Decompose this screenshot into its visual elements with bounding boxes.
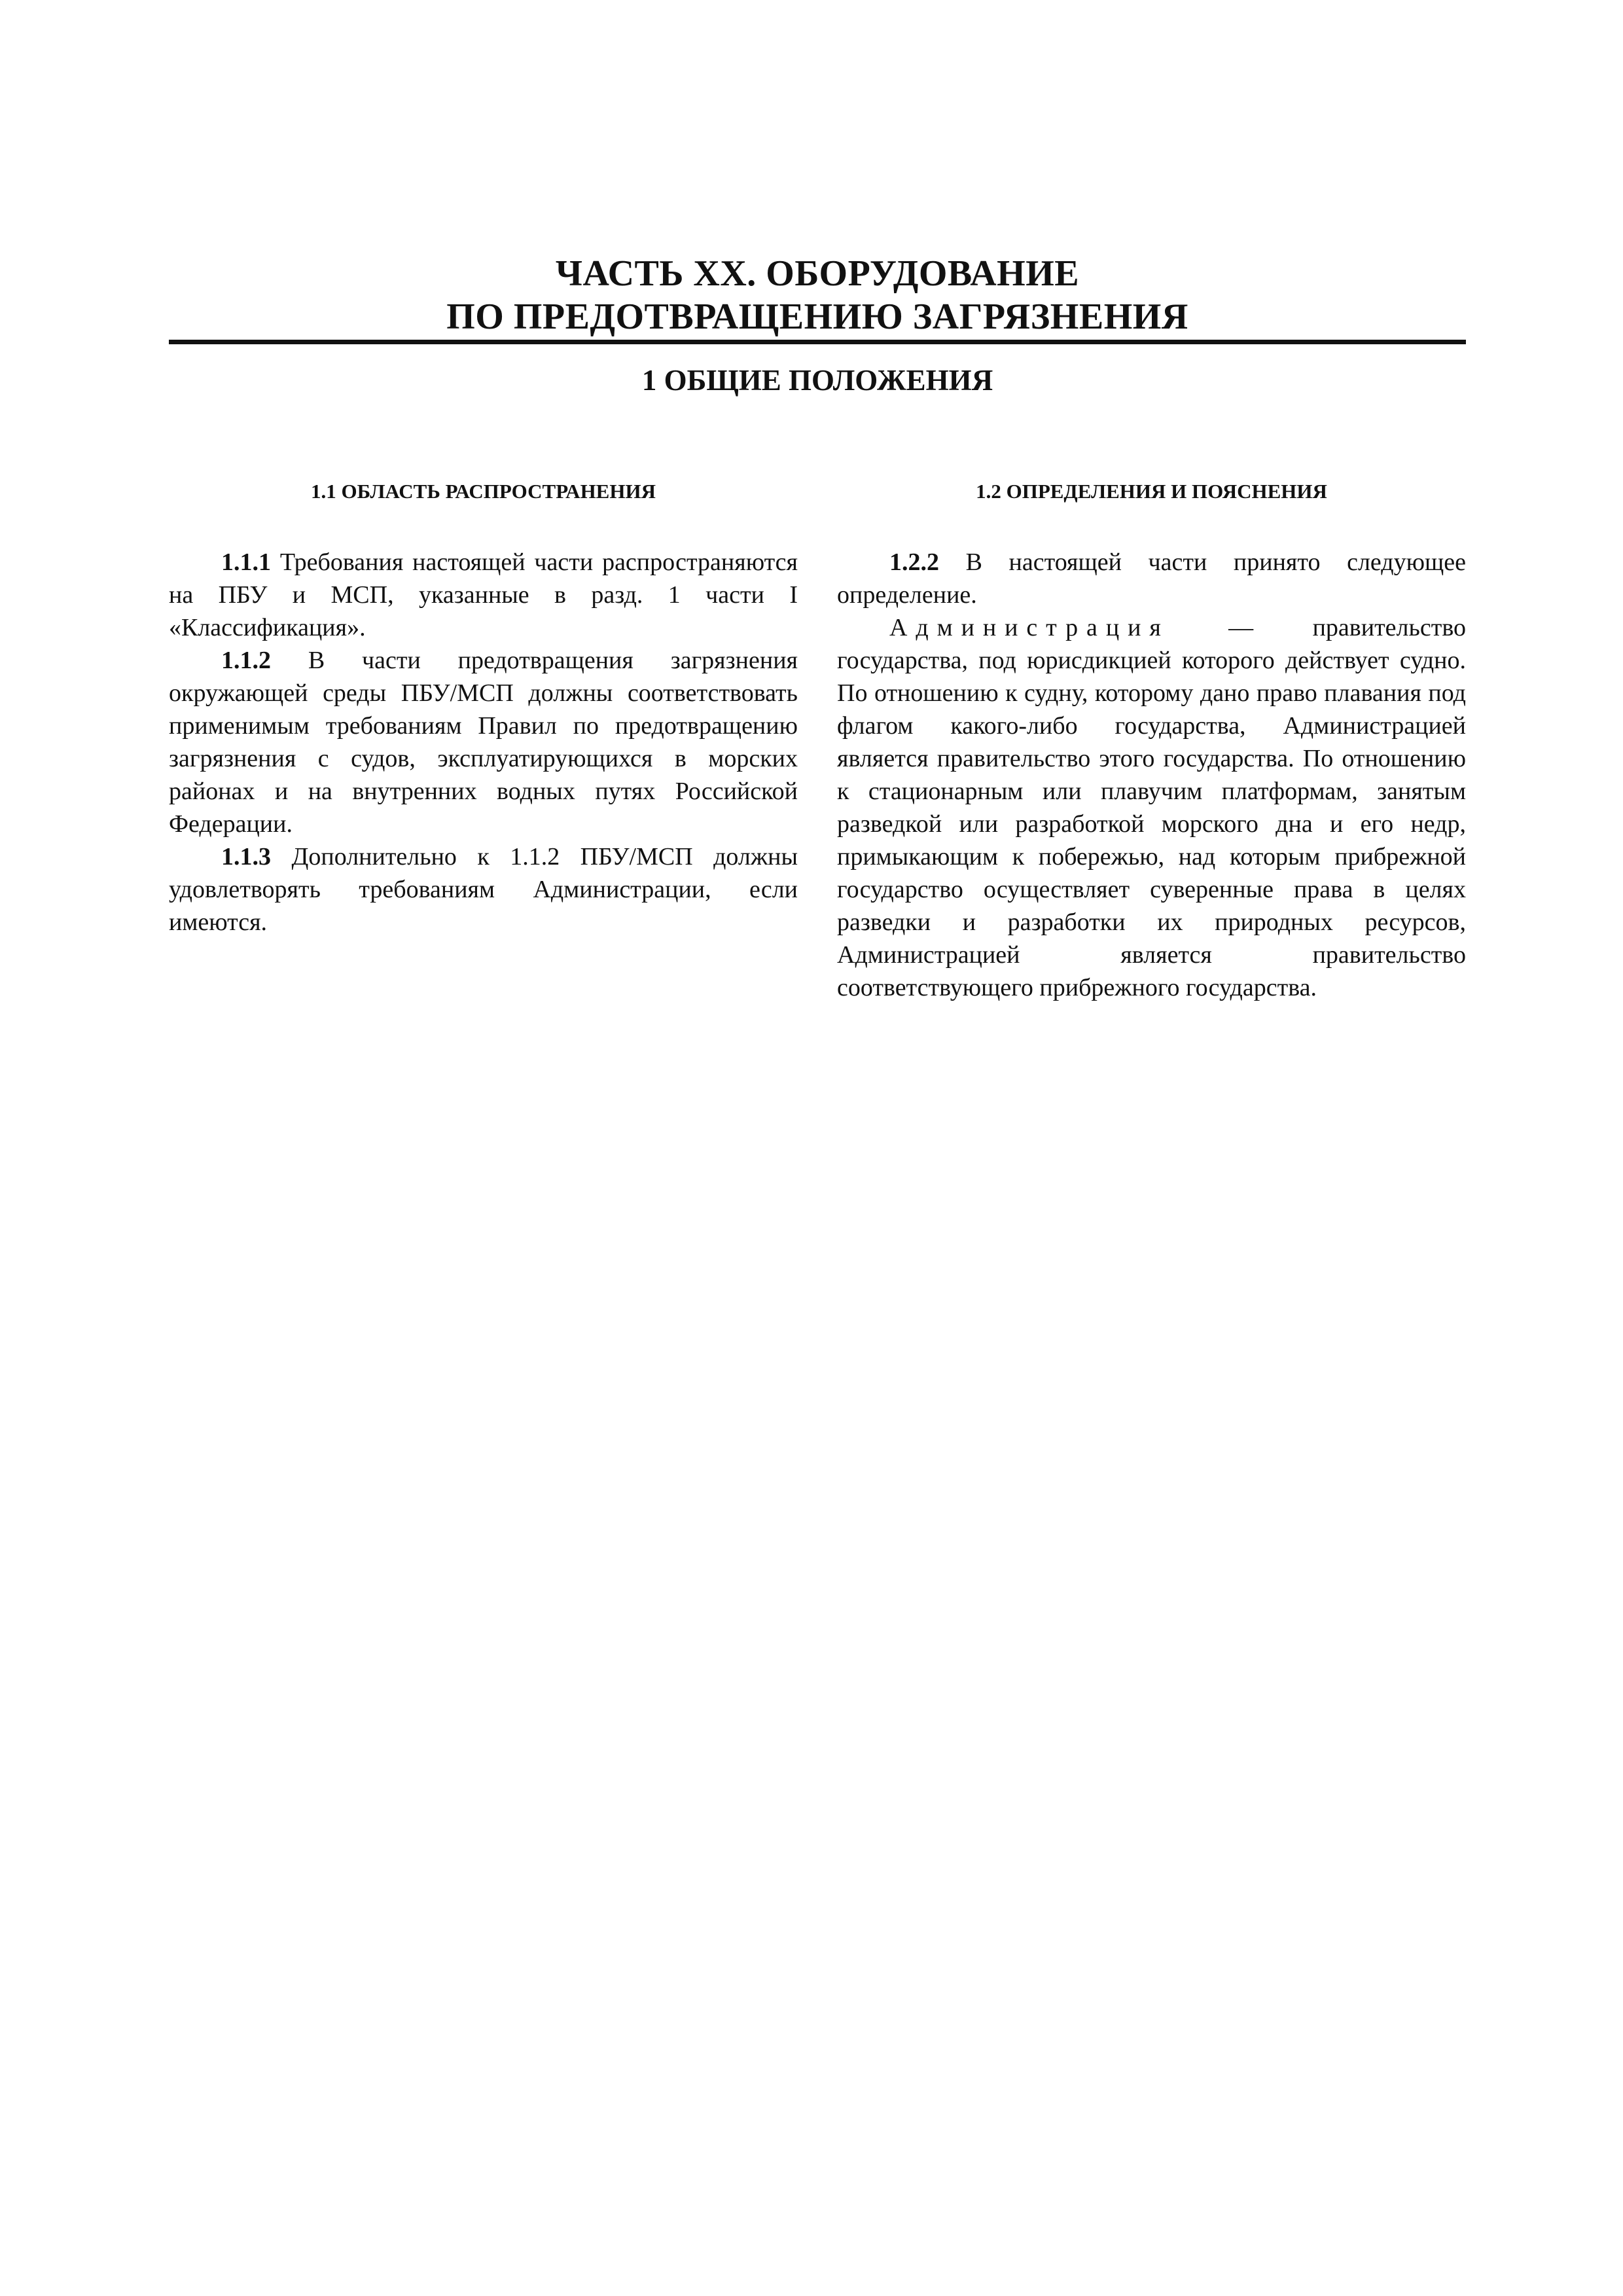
section-title: 1 ОБЩИЕ ПОЛОЖЕНИЯ [641, 364, 993, 397]
paragraph-text: В настоящей части принято следующее определение. [837, 548, 1466, 609]
paragraph-1-1-3 [169, 840, 798, 939]
paragraph-text: В части предотвращения загрязнения окружающей среды ПБУ/МСП должны соответствовать применимым требованиям Правил по предотвращению загрязнения с судов, эксплуатирующихся в морских районах и на внутренних водных путях Российской Федерации. [169, 647, 798, 838]
right-column [837, 475, 1466, 1004]
paragraph-text: Дополнительно к 1.1.2 ПБУ/МСП должны удовлетворять требованиям Администрации, если имеются. [169, 843, 798, 936]
title-divider [169, 340, 1466, 344]
paragraph-1-2-2 [837, 546, 1466, 611]
part-title [169, 252, 1466, 338]
paragraph-1-1-2 [169, 644, 798, 840]
definition-administration [837, 611, 1466, 1004]
paragraph-text: Требования настоящей части распространяются на ПБУ и МСП, указанные в разд. 1 части I «Классификация». [169, 548, 798, 641]
paragraph-number: 1.1.2 [221, 647, 271, 674]
left-column [169, 475, 798, 939]
definition-term: Администрация [889, 614, 1169, 641]
part-title-line-1: ЧАСТЬ XX. ОБОРУДОВАНИЕ [555, 253, 1080, 294]
part-title-line-2: ПО ПРЕДОТВРАЩЕНИЮ ЗАГРЯЗНЕНИЯ [446, 296, 1188, 337]
paragraph-number: 1.1.3 [221, 843, 271, 870]
paragraph-number: 1.2.2 [889, 548, 939, 576]
subsection-heading-1-1: 1.1 ОБЛАСТЬ РАСПРОСТРАНЕНИЯ [311, 480, 656, 503]
paragraph-number: 1.1.1 [221, 548, 271, 576]
paragraph-1-1-1 [169, 546, 798, 644]
subsection-heading-1-2: 1.2 ОПРЕДЕЛЕНИЯ И ПОЯСНЕНИЯ [976, 480, 1327, 503]
definition-text: — правительство государства, под юрисдикцией которого действует судно. По отношению к судну, которому дано право плавания под флагом какого-либо государства, Администрацией является правительство этого государства. По отношению к стационарным или плавучим платформам, занятым разведкой или разработкой морского дна и его недр, примыкающим к побережью, над которым прибрежной государство осуществляет суверенные права в целях разведки и разработки их природных ресурсов, Администрацией является правительство соответствующего прибрежного государства. [837, 614, 1466, 1001]
